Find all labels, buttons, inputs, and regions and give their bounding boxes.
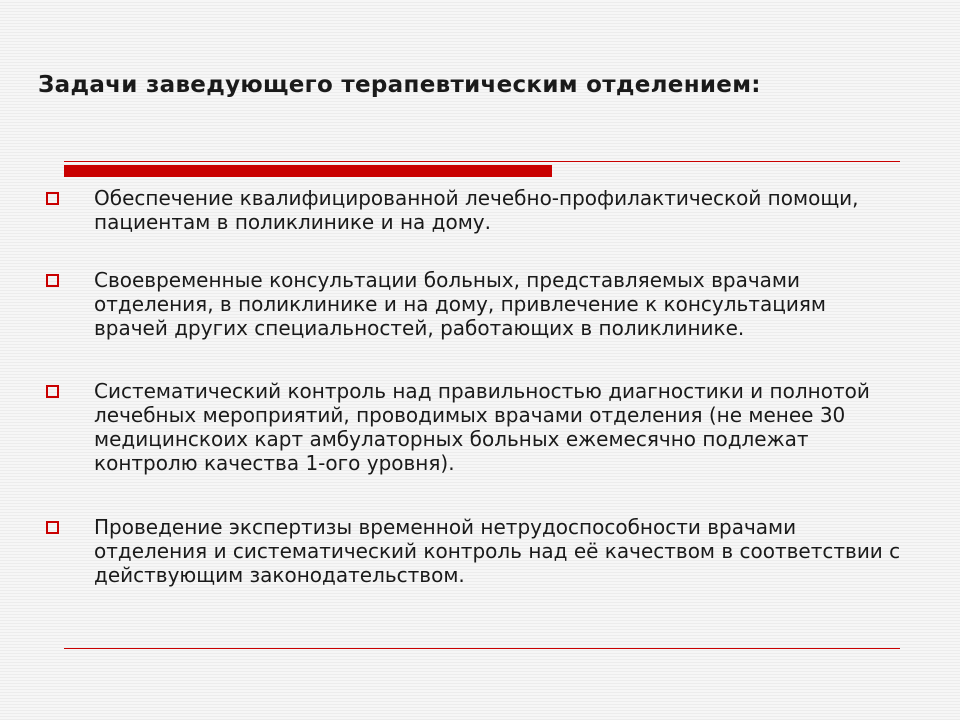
bullet-list [44, 186, 904, 621]
bullet-text: Своевременные консультации больных, представляемых врачами отделения, в поликлинике и на дому, привлечение к консультациям врачей других специальностей, работающих в поликлинике. [94, 268, 826, 340]
title-divider [64, 161, 900, 177]
square-bullet-icon [46, 521, 59, 534]
bullet-item [44, 268, 904, 340]
bullet-text: Обеспечение квалифицированной лечебно-профилактической помощи, пациентам в поликлинике и на дому. [94, 186, 859, 234]
footer-divider [64, 648, 900, 649]
title-divider-thin-line [64, 161, 900, 162]
square-bullet-icon [46, 385, 59, 398]
square-bullet-icon [46, 192, 59, 205]
bullet-text: Систематический контроль над правильностью диагностики и полнотой лечебных мероприятий, проводимых врачами отделения (не менее 30 медицинскоих карт амбулаторных больных ежемесячно подлежат контролю качества 1-ого уровня). [94, 379, 870, 475]
bullet-item [44, 379, 904, 475]
title-divider-accent-bar [64, 165, 552, 177]
bullet-text: Проведение экспертизы временной нетрудоспособности врачами отделения и систематический контроль над её качеством в соответствии с действующим законодательством. [94, 515, 901, 587]
slide-title: Задачи заведующего терапевтическим отделением: [38, 72, 761, 98]
square-bullet-icon [46, 274, 59, 287]
bullet-item [44, 515, 904, 587]
bullet-item [44, 186, 904, 234]
